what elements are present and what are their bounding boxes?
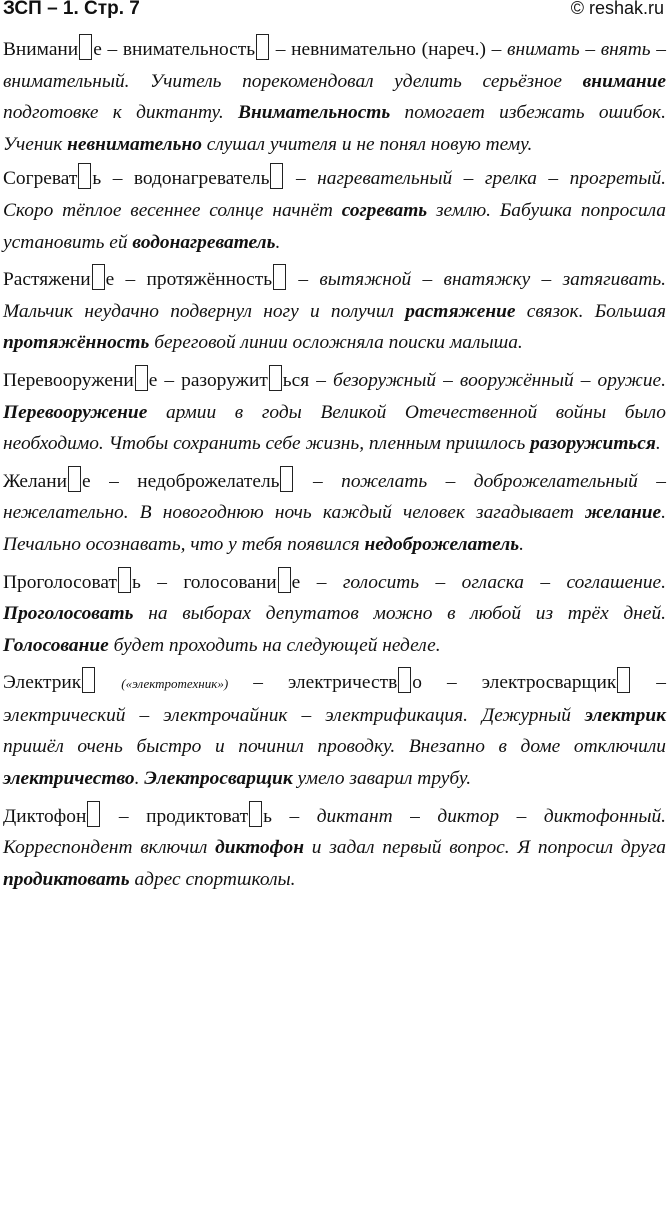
keyword-text: согревать — [341, 199, 428, 221]
text-run: нагревательный – грелка – прогретый. Скоро тёплое весеннее солнце начнёт — [3, 168, 666, 221]
paragraph-perevooruzhenie — [3, 365, 666, 460]
text-run: вытяжной – внатяжку – затягивать. Мальчик неудачно подвернул ногу и получил — [3, 269, 666, 322]
morpheme-ending-box — [273, 264, 286, 290]
text-run: пришёл очень быстро и починил проводку. Внезапно в доме отключили — [3, 736, 666, 758]
text-run: внять – внимательный. Учитель порекомендовал уделить серьёзное — [3, 39, 666, 92]
text-run: о – электросварщик — [412, 672, 617, 694]
keyword-text: внимание — [582, 70, 666, 92]
text-run: умело заварил трубу. — [292, 768, 472, 790]
copyright-label: © reshak.ru — [570, 0, 664, 18]
text-run: е – разоружит — [148, 369, 268, 391]
text-run: е – протяжённость — [105, 269, 273, 291]
text-run: . — [519, 533, 524, 555]
text-run: электрический – электрочайник – электрификация. Дежурный — [3, 704, 585, 726]
text-run: на выборах депутатов можно в любой из трёх дней. — [133, 603, 666, 625]
text-run: и задал первый вопрос. Я попросил друга — [304, 837, 666, 859]
keyword-text: растяжение — [405, 300, 516, 322]
keyword-text: водонагреватель — [132, 231, 276, 253]
text-run: е – внимательность — [93, 39, 256, 60]
text-run: связок. Большая — [515, 300, 666, 322]
text-run: внимать — [507, 39, 580, 60]
keyword-text: желание — [585, 502, 662, 524]
keyword-text: невнимательно — [67, 133, 202, 155]
morpheme-ending-box — [92, 264, 105, 290]
text-run: слушал учителя и не понял новую тему. — [201, 133, 533, 155]
morpheme-ending-box — [270, 163, 283, 189]
morpheme-ending-box — [256, 34, 269, 60]
text-run: е – — [291, 571, 343, 593]
keyword-text: недоброжелатель — [364, 533, 520, 555]
exercise-content — [3, 34, 666, 901]
text-run: – электричеств — [228, 672, 398, 694]
paragraph-elektrik — [3, 667, 666, 794]
morpheme-ending-box — [269, 365, 282, 391]
text-run: адрес спортшколы. — [129, 868, 296, 890]
text-run: – — [294, 470, 342, 492]
page-header — [0, 0, 669, 24]
morpheme-ending-box — [278, 567, 291, 593]
morpheme-ending-box — [78, 163, 91, 189]
text-run: – невнимательно (нареч.) – — [270, 39, 508, 60]
morpheme-ending-box — [249, 801, 262, 827]
text-run: . — [655, 433, 661, 455]
paragraph-sogrevat — [3, 163, 666, 258]
text-run: Желани — [3, 470, 68, 492]
text-run: – — [631, 672, 666, 694]
text-run: Согреват — [3, 168, 78, 190]
text-run — [96, 672, 121, 693]
keyword-text: электрик — [584, 704, 666, 726]
keyword-text: Перевооружение — [3, 401, 148, 423]
text-run: ь – — [263, 805, 317, 827]
text-run: подготовке к диктанту. — [3, 102, 239, 124]
keyword-text: Электросварщик — [144, 768, 293, 790]
text-run: армии в годы Великой Отечественной войны было необходимо. Чтобы сохранить себе жизнь, пленным пришлось — [3, 401, 666, 455]
text-run: Внимани — [3, 39, 79, 60]
text-run: ь – водонагреватель — [92, 168, 270, 190]
text-run: ь – голосовани — [131, 571, 277, 593]
text-run: будет проходить на следующей неделе. — [108, 634, 441, 656]
text-run: Электрик — [3, 672, 82, 694]
keyword-text: разоружиться — [530, 433, 656, 455]
morpheme-ending-box — [135, 365, 148, 391]
keyword-text: диктофон — [215, 837, 304, 859]
morpheme-ending-box — [398, 667, 411, 693]
text-run: – — [287, 269, 320, 291]
text-run: Диктофон — [3, 805, 87, 827]
morpheme-ending-box — [280, 466, 293, 492]
text-run: землю. Бабушка попросила установить ей — [3, 199, 666, 253]
keyword-text: Проголосовать — [3, 603, 134, 625]
paragraph-progolosovat — [3, 567, 666, 662]
text-run: . Печально осознавать, что у тебя появился — [3, 502, 666, 555]
morpheme-ending-box — [617, 667, 630, 693]
text-run: ься – — [282, 369, 333, 391]
text-run: е – недоброжелатель — [82, 470, 280, 492]
page-title: ЗСП – 1. Стр. 7 — [3, 0, 140, 19]
text-run: береговой линии осложняла поиски малыша. — [149, 332, 523, 354]
text-run: – — [284, 168, 318, 190]
text-run: Перевооружени — [3, 369, 134, 391]
text-run: пожелать – доброжелательный – нежелательно. В новогоднюю ночь каждый человек загадывает — [3, 470, 666, 524]
text-run: голосить – огласка – соглашение. — [342, 571, 667, 593]
paragraph-zhelanie — [3, 466, 666, 561]
keyword-text: продиктовать — [3, 868, 130, 890]
note-text: («электротехник») — [121, 676, 229, 692]
text-run: – продиктоват — [101, 805, 249, 827]
keyword-text: Голосование — [3, 634, 109, 656]
paragraph-rastyazhenie — [3, 264, 666, 359]
keyword-text: электричество — [3, 768, 135, 790]
paragraph-vnimanie — [3, 34, 666, 160]
text-run: Проголосоват — [3, 571, 117, 593]
text-run: безоружный – вооружённый – оружие. — [332, 369, 666, 391]
morpheme-ending-box — [82, 667, 95, 693]
text-run: помогает избежать ошибок. Ученик — [3, 102, 666, 155]
morpheme-ending-box — [79, 34, 92, 60]
text-run: Растяжени — [3, 269, 91, 291]
morpheme-ending-box — [118, 567, 131, 593]
text-run: . — [134, 768, 145, 790]
text-run: – — [579, 39, 601, 60]
keyword-text: протяжённость — [3, 332, 150, 354]
text-run: диктант – диктор – диктофонный. Корреспондент включил — [3, 805, 667, 859]
keyword-text: Внимательность — [238, 102, 391, 124]
paragraph-diktofon — [3, 801, 666, 896]
morpheme-ending-box — [68, 466, 81, 492]
morpheme-ending-box — [87, 801, 100, 827]
text-run: . — [275, 231, 281, 253]
